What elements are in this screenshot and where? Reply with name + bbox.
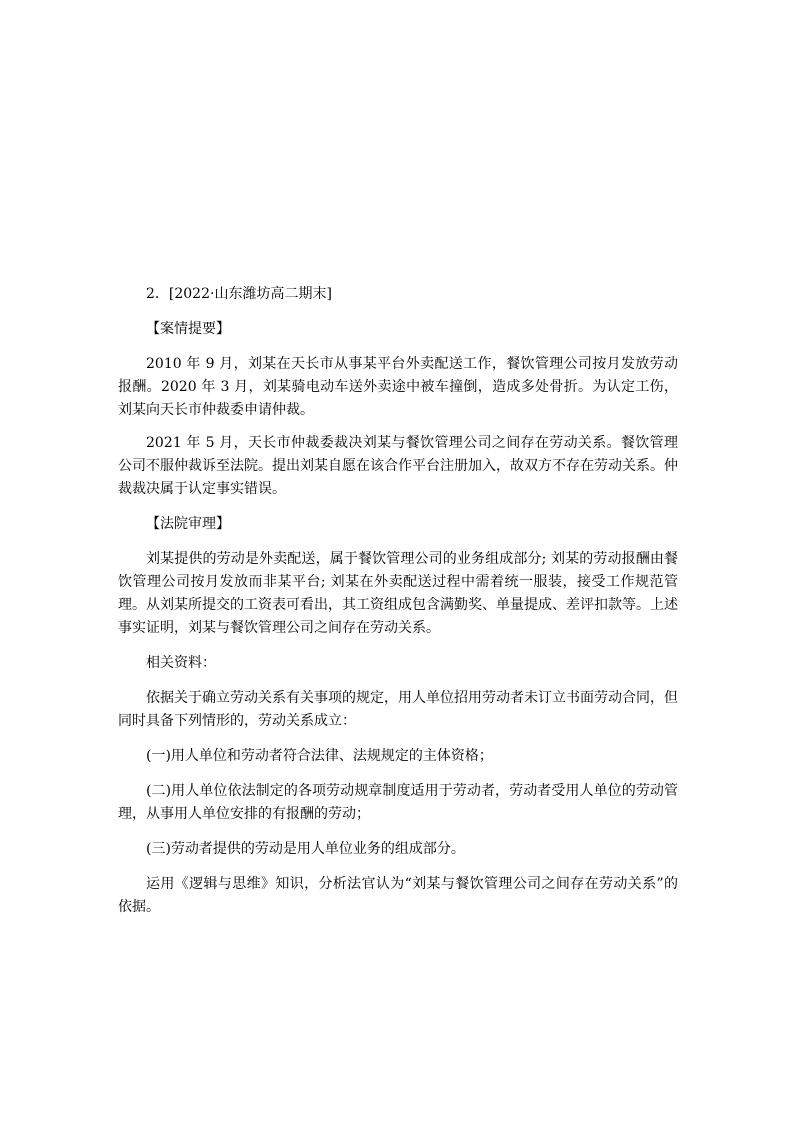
- task-prompt: 运用《逻辑与思维》知识，分析法官认为“刘某与餐饮管理公司之间存在劳动关系”的依据。: [118, 876, 678, 915]
- court-heading: 【法院审理】: [146, 516, 230, 532]
- condition-item-3: (三)劳动者提供的劳动是用人单位业务的组成部分。: [146, 841, 465, 857]
- case-paragraph-2: 2021 年 5 月，天长市仲裁委裁决刘某与餐饮管理公司之间存在劳动关系。餐饮管理公司不服仲裁诉至法院。提出刘某自愿在该合作平台注册加入，故双方不存在劳动关系。仲裁裁决属于认定事实错误。: [118, 435, 678, 497]
- condition-item-1: (一)用人单位和劳动者符合法律、法规规定的主体资格；: [146, 748, 493, 764]
- related-materials-heading: 相关资料：: [146, 655, 216, 671]
- question-content: [118, 283, 678, 927]
- case-paragraph-1: 2010 年 9 月，刘某在天长市从事某平台外卖配送工作，餐饮管理公司按月发放劳动报酬。2020 年 3 月，刘某骑电动车送外卖途中被车撞倒，造成多处骨折。为认定工伤，刘某向天长市仲裁委申请仲裁。: [118, 356, 678, 418]
- court-paragraph: 刘某提供的劳动是外卖配送，属于餐饮管理公司的业务组成部分; 刘某的劳动报酬由餐饮管理公司按月发放而非某平台; 刘某在外卖配送过程中需着统一服装，接受工作规范管理。从刘某所提交的工资表可看出，其工资组成包含满勤奖、单量提成、差评扣款等。上述事实证明，刘某与餐饮管理公司之间存在劳动关系。: [118, 551, 678, 636]
- case-heading: 【案情提要】: [146, 321, 230, 337]
- condition-item-2: (二)用人单位依法制定的各项劳动规章制度适用于劳动者，劳动者受用人单位的劳动管理，从事用人单位安排的有报酬的劳动；: [118, 783, 678, 822]
- related-materials-paragraph: 依据关于确立劳动关系有关事项的规定，用人单位招用劳动者未订立书面劳动合同，但同时具备下列情形的，劳动关系成立：: [118, 690, 678, 729]
- question-number-source: 2．[2022·山东潍坊高二期末]: [146, 286, 332, 302]
